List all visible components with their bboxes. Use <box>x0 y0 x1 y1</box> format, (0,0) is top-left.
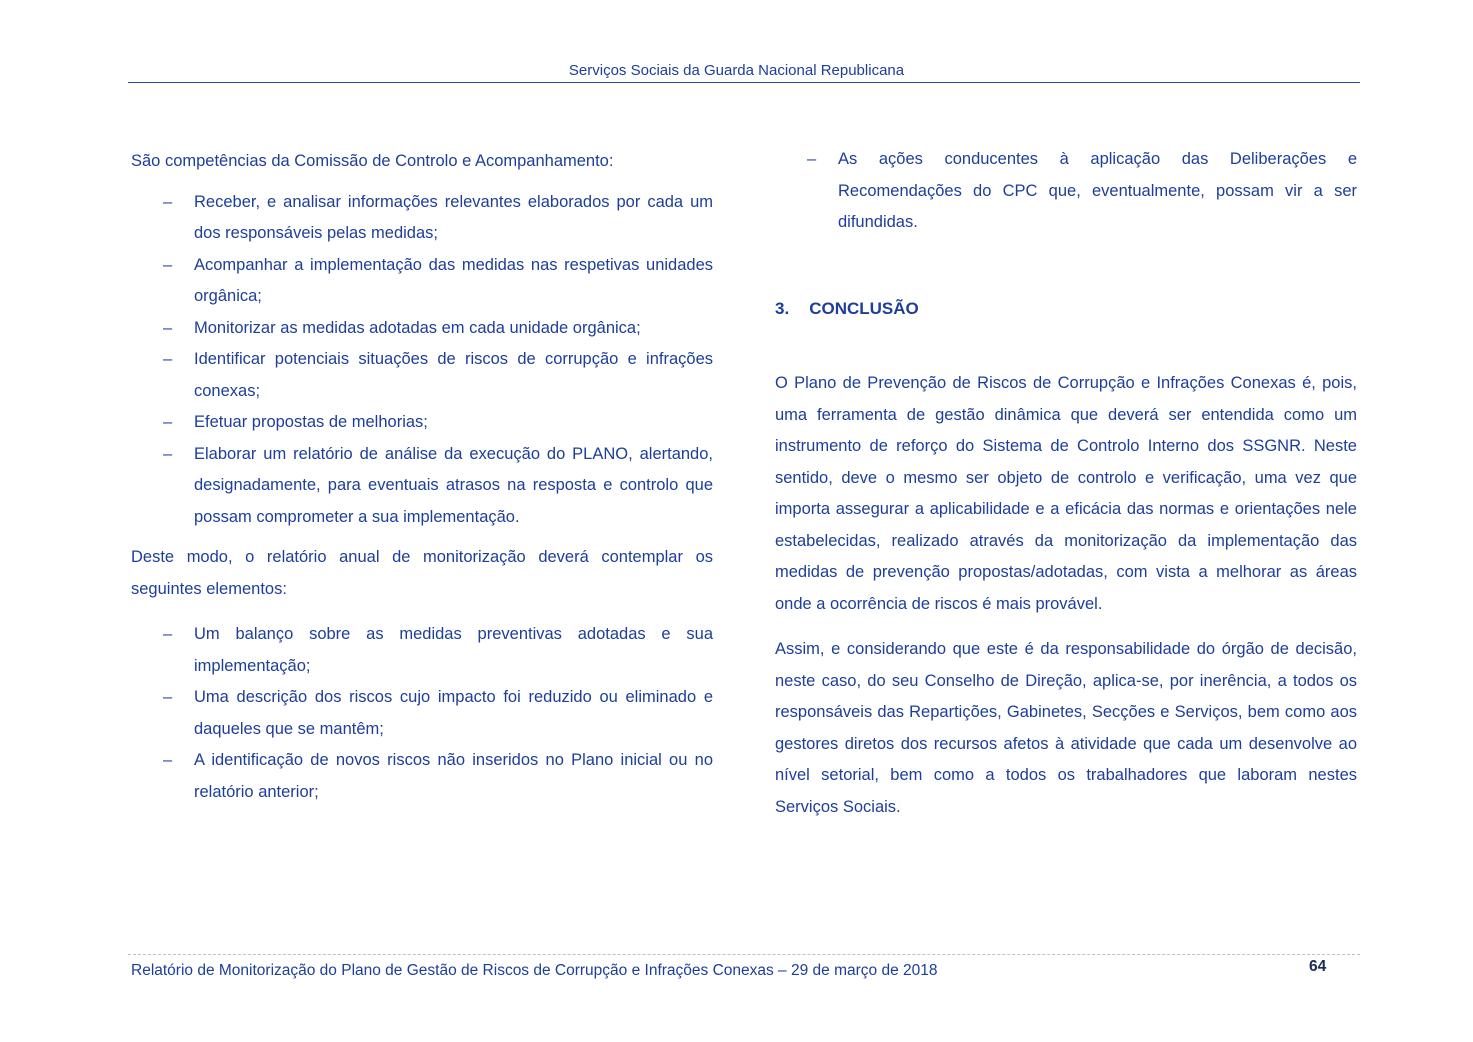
list-item: – Uma descrição dos riscos cujo impacto foi reduzido ou eliminado e daqueles que se mantêm; <box>131 682 713 745</box>
page-number: 64 <box>1309 958 1327 975</box>
list-item: – Um balanço sobre as medidas preventivas adotadas e sua implementação; <box>131 619 713 682</box>
header-rule <box>128 82 1360 83</box>
left-column <box>131 146 713 808</box>
dash-bullet: – <box>163 625 173 643</box>
list-item: – Monitorizar as medidas adotadas em cada unidade orgânica; <box>131 313 713 345</box>
competencies-intro: São competências da Comissão de Controlo e Acompanhamento: <box>131 152 614 170</box>
report-elements-list <box>131 619 713 808</box>
dash-bullet: – <box>163 444 173 463</box>
list-item: – Receber, e analisar informações relevantes elaborados por cada um dos responsáveis pelas medidas; <box>131 187 713 250</box>
dash-bullet: – <box>163 192 173 211</box>
dash-bullet: – <box>163 255 173 274</box>
dash-bullet: – <box>163 751 173 769</box>
list-item: – Efetuar propostas de melhorias; <box>131 407 713 439</box>
list-item: – A identificação de novos riscos não inseridos no Plano inicial ou no relatório anterior; <box>131 745 713 808</box>
header-title: Serviços Sociais da Guarda Nacional Republicana <box>568 62 905 79</box>
dash-bullet: – <box>163 350 173 368</box>
report-intro: Deste modo, o relatório anual de monitorização deverá contemplar os seguintes elementos: <box>131 548 713 598</box>
conclusion-paragraph: O Plano de Prevenção de Riscos de Corrupção e Infrações Conexas é, pois, uma ferramenta de gestão dinâmica que deverá ser entendida como um instrumento de reforço do Sistema de Controlo Interno dos SSGNR. Neste sentido, deve o mesmo ser objeto de controlo e verificação, uma vez que importa assegurar a aplicabilidade e a eficácia das normas e orientações nele estabelecidas, realizado através da monitorização da implementação das medidas de prevenção propostas/adotadas, com vista a melhorar as áreas onde a ocorrência de riscos é mais provável. <box>775 374 1357 613</box>
conclusion-paragraph: Assim, e considerando que este é da responsabilidade do órgão de decisão, neste caso, do seu Conselho de Direção, aplica-se, por inerência, a todos os responsáveis das Repartições, Gabinetes, Secções e Serviços, bem como aos gestores diretos dos recursos afetos à atividade que cada um desenvolve ao nível setorial, bem como a todos os trabalhadores que laboram nestes Serviços Sociais. <box>775 640 1357 816</box>
list-item: – Elaborar um relatório de análise da execução do PLANO, alertando, designadamente, para eventuais atrasos na resposta e controlo que possam comprometer a sua implementação. <box>131 439 713 534</box>
footer-rule <box>128 954 1360 955</box>
list-item: – Identificar potenciais situações de riscos de corrupção e infrações conexas; <box>131 344 713 407</box>
list-item: – Acompanhar a implementação das medidas nas respetivas unidades orgânica; <box>131 250 713 313</box>
right-column <box>775 144 1357 823</box>
continued-list <box>775 144 1357 239</box>
dash-bullet: – <box>163 413 173 431</box>
footer-title: Relatório de Monitorização do Plano de Gestão de Riscos de Corrupção e Infrações Conexas – 29 de março de 2018 <box>131 962 938 979</box>
section-heading <box>775 293 1357 325</box>
section-title: CONCLUSÃO <box>809 298 919 318</box>
competencies-list <box>131 187 713 534</box>
dash-bullet: – <box>163 688 173 706</box>
list-item: – As ações conducentes à aplicação das Deliberações e Recomendações do CPC que, eventualmente, possam vir a ser difundidas. <box>775 144 1357 239</box>
dash-bullet: – <box>163 318 173 337</box>
section-number: 3. <box>775 298 790 318</box>
dash-bullet: – <box>807 150 817 168</box>
